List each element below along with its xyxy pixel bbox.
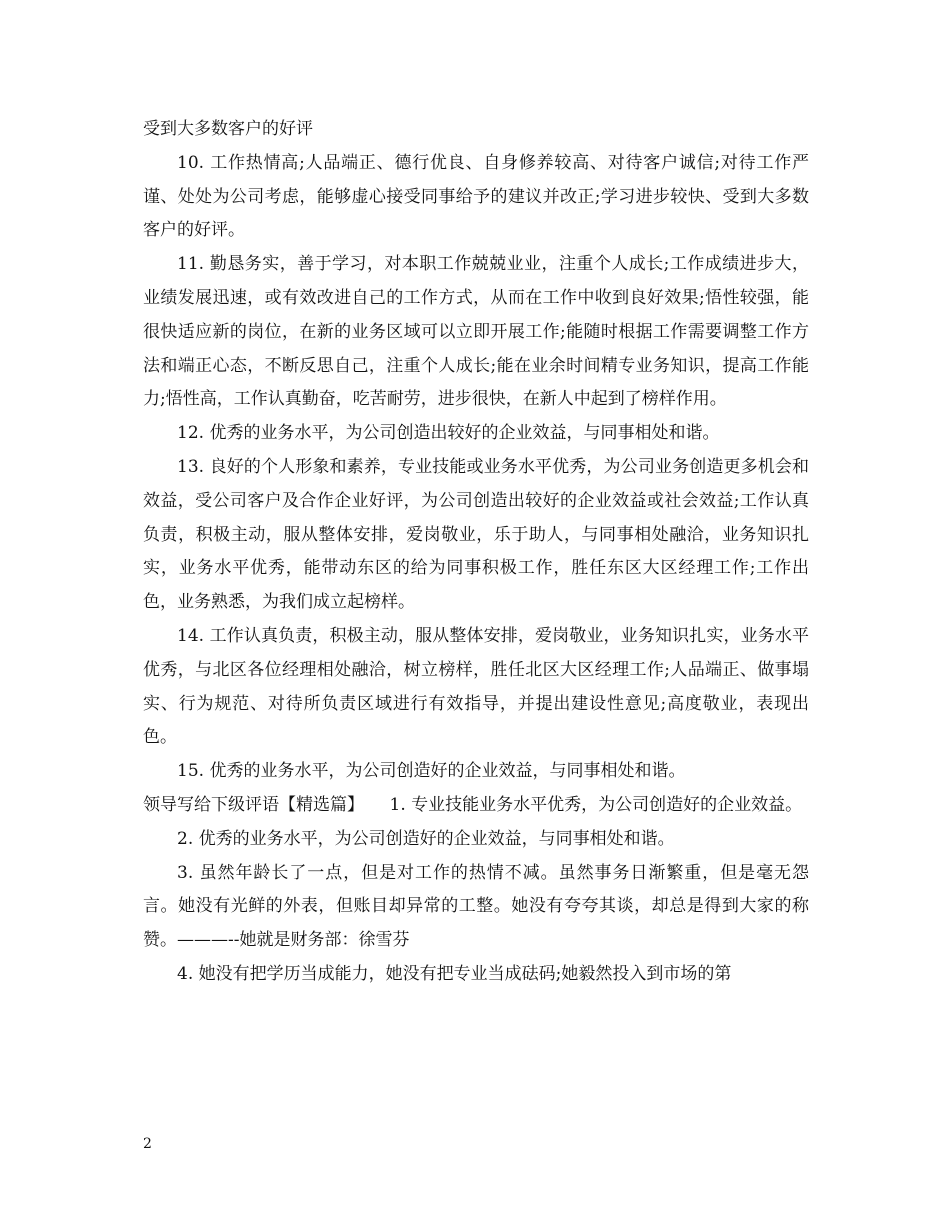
- paragraph-continuation: 受到大多数客户的好评: [143, 119, 313, 139]
- paragraph-item-4: 4. 她没有把学历当成能力，她没有把专业当成砝码;她毅然投入到市场的第: [177, 963, 732, 984]
- document-body: [143, 113, 809, 992]
- paragraph-item-12: 12. 优秀的业务水平，为公司创造出较好的企业效益，与同事相处和谐。: [177, 423, 720, 444]
- paragraph-item-3: 3. 虽然年龄长了一点，但是对工作的热情不减。虽然事务日渐繁重，但是毫无怨言。她没有光鲜的外表，但账目却异常的工整。她没有夸夸其谈，却总是得到大家的称赞。———--她就是财务部：徐雪芬: [143, 862, 809, 951]
- section-heading-paragraph: 领导写给下级评语【精选篇】 1. 专业技能业务水平优秀，为公司创造好的企业效益。: [143, 794, 803, 815]
- paragraph-item-10: 10. 工作热情高;人品端正、德行优良、自身修养较高、对待客户诚信;对待工作严谨、处处为公司考虑，能够虚心接受同事给予的建议并改正;学习进步较快、受到大多数客户的好评。: [143, 152, 809, 241]
- page-number: 2: [143, 1136, 152, 1152]
- paragraph-item-14: 14. 工作认真负责，积极主动，服从整体安排，爱岗敬业，业务知识扎实，业务水平优秀，与北区各位经理相处融洽，树立榜样，胜任北区大区经理工作;人品端正、做事塌实、行为规范、对待所负责区域进行有效指导，并提出建设性意见;高度敬业，表现出色。: [143, 625, 809, 748]
- paragraph-item-2: 2. 优秀的业务水平，为公司创造好的企业效益，与同事相处和谐。: [177, 828, 675, 849]
- paragraph-item-13: 13. 良好的个人形象和素养，专业技能或业务水平优秀，为公司业务创造更多机会和效益，受公司客户及合作企业好评，为公司创造出较好的企业效益或社会效益;工作认真负责，积极主动，服从整体安排，爱岗敬业，乐于助人，与同事相处融洽，业务知识扎实，业务水平优秀，能带动东区的给为同事积极工作，胜任东区大区经理工作;工作出色，业务熟悉，为我们成立起榜样。: [143, 456, 809, 613]
- paragraph-item-15: 15. 优秀的业务水平，为公司创造好的企业效益，与同事相处和谐。: [177, 761, 686, 782]
- paragraph-item-11: 11. 勤恳务实，善于学习，对本职工作兢兢业业，注重个人成长;工作成绩进步大，业绩发展迅速，或有效改进自己的工作方式，从而在工作中收到良好效果;悟性较强，能很快适应新的岗位，在新的业务区域可以立即开展工作;能随时根据工作需要调整工作方法和端正心态，不断反思自己，注重个人成长;能在业余时间精专业务知识，提高工作能力;悟性高，工作认真勤奋，吃苦耐劳，进步很快，在新人中起到了榜样作用。: [143, 254, 809, 410]
